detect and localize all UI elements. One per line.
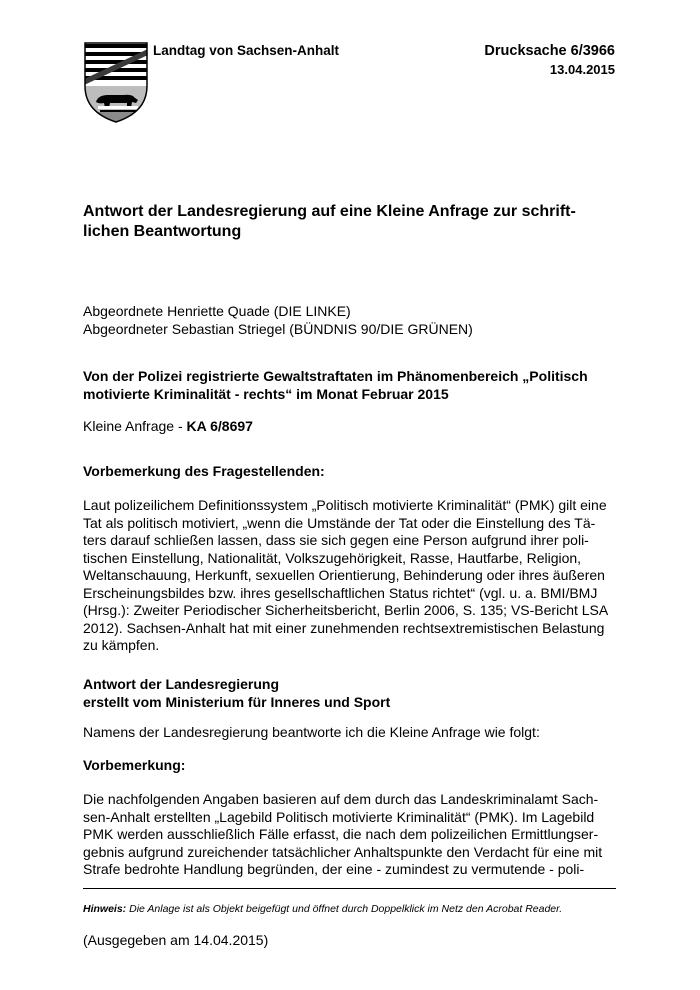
subject-line: Von der Polizei registrierte Gewaltstraftaten im Phänomenbereich „Politisch bbox=[83, 368, 588, 384]
document-date: 13.04.2015 bbox=[549, 62, 615, 77]
document-title-line: Antwort der Landesregierung auf eine Kleine Anfrage zur schrift- bbox=[83, 203, 576, 220]
subject bbox=[83, 368, 618, 403]
preamble-line: Tat als politisch motiviert, „wenn die Umstände der Tat oder die Einstellung des Tä- bbox=[83, 514, 596, 531]
kleine-anfrage-reference bbox=[83, 418, 618, 436]
answer-intro: Namens der Landesregierung beantworte ich die Kleine Anfrage wie folgt: bbox=[83, 724, 540, 740]
ka-label: Kleine Anfrage - bbox=[83, 418, 187, 434]
preamble-heading: Vorbemerkung des Fragestellenden: bbox=[83, 463, 325, 479]
document-title bbox=[83, 202, 618, 242]
remark-line: gebnis aufgrund zureichender tatsächlicher Anhaltspunkte den Verdacht für eine mit bbox=[83, 843, 603, 860]
preamble-line: Laut polizeilichem Definitionssystem „Politisch motivierte Kriminalität“ (PMK) gilt eine bbox=[83, 497, 607, 513]
footer-hint bbox=[83, 903, 562, 915]
preamble-text bbox=[83, 497, 618, 655]
remark-heading: Vorbemerkung: bbox=[83, 757, 186, 773]
preamble-line: (Hrsg.): Zweiter Periodischer Sicherheitsbericht, Berlin 2006, S. 135; VS-Bericht LSA bbox=[83, 602, 609, 618]
drucksache-number: Drucksache 6/3966 bbox=[484, 43, 615, 59]
preamble-line: ters darauf schließen lassen, dass sie sich gegen eine Person aufgrund ihrer poli- bbox=[83, 532, 589, 548]
preamble-line: 2012). Sachsen-Anhalt hat mit einer zunehmenden rechtsextremistischen Belastung bbox=[83, 619, 605, 636]
remark-line: PMK werden ausschließlich Fälle erfasst, die nach dem polizeilichen Ermittlungser- bbox=[83, 826, 599, 842]
issued-date: (Ausgegeben am 14.04.2015) bbox=[83, 932, 269, 948]
document-title-line: lichen Beantwortung bbox=[83, 223, 242, 240]
answer-heading-line: Antwort der Landesregierung bbox=[83, 676, 280, 692]
coat-of-arms-logo bbox=[82, 40, 150, 124]
preamble-line: tischen Einstellung, Nationalität, Volkszugehörigkeit, Rasse, Hautfarbe, Religion, bbox=[83, 549, 582, 566]
remark-line: sen-Anhalt erstellten „Lagebild Politisch motivierte Kriminalität“ (PMK). Im Lagebild bbox=[83, 808, 595, 825]
preamble-line: Erscheinungsbildes bzw. ihres gesellschaftlichen Status richtet“ (vgl. u. a. BMI/BMJ bbox=[83, 584, 598, 601]
remark-line: Strafe bedrohte Handlung begründen, der eine - zumindest zu vermutende - poli- bbox=[83, 861, 585, 877]
author-line: Abgeordnete Henriette Quade (DIE LINKE) bbox=[83, 303, 351, 319]
parliament-name: Landtag von Sachsen-Anhalt bbox=[153, 43, 340, 58]
remark-line: Die nachfolgenden Angaben basieren auf dem durch das Landeskriminalamt Sach- bbox=[83, 791, 599, 807]
hint-label: Hinweis: bbox=[83, 903, 127, 915]
answer-heading-line: erstellt vom Ministerium für Inneres und Sport bbox=[83, 693, 391, 710]
answer-heading bbox=[83, 676, 618, 711]
author-line: Abgeordneter Sebastian Striegel (BÜNDNIS 90/DIE GRÜNEN) bbox=[83, 320, 473, 337]
remark-text bbox=[83, 791, 618, 879]
preamble-line: Weltanschauung, Herkunft, sexuellen Orientierung, Behinderung oder ihres äußeren bbox=[83, 567, 605, 583]
footer-divider bbox=[83, 888, 616, 889]
hint-text: Die Anlage ist als Objekt beigefügt und öffnet durch Doppelklick im Netz den Acrobat Reader. bbox=[126, 903, 563, 915]
subject-line: motivierte Kriminalität - rechts“ im Monat Februar 2015 bbox=[83, 385, 449, 402]
authors bbox=[83, 303, 618, 338]
preamble-line: zu kämpfen. bbox=[83, 637, 160, 653]
ka-number: KA 6/8697 bbox=[186, 418, 253, 434]
